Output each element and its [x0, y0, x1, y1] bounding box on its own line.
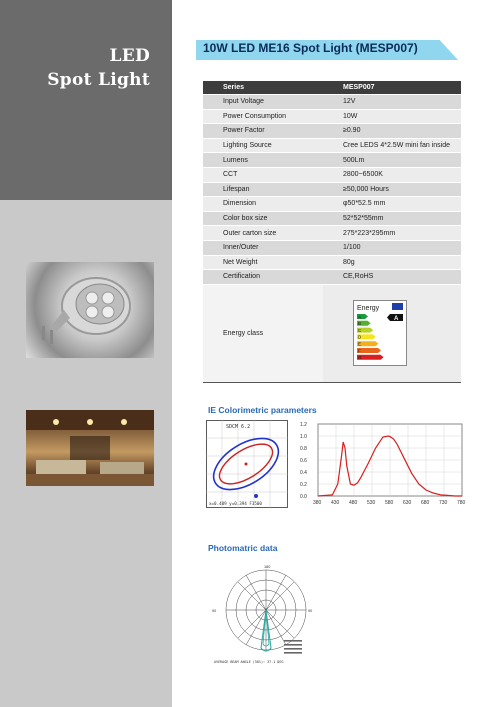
spec-key: Lumens — [203, 153, 323, 168]
spec-row — [203, 124, 461, 139]
spectrum-x-tick: 430 — [331, 500, 340, 506]
spectrum-x-tick: 730 — [439, 500, 448, 506]
spectrum-y-tick: 0.4 — [300, 469, 307, 476]
spectrum-y-tick: 1.0 — [300, 433, 307, 440]
energy-rating-value: A — [394, 316, 399, 323]
spec-key: Certification — [203, 270, 323, 285]
spec-row-energy — [203, 284, 461, 382]
spec-table — [203, 81, 461, 383]
spectrum-y-tick: 1.2 — [300, 421, 307, 428]
energy-class-letter: F — [358, 348, 361, 354]
spectrum-y-tick: 0.8 — [300, 445, 307, 452]
spec-row — [203, 138, 461, 153]
spec-value: φ50*52.5 mm — [323, 197, 461, 212]
energy-label-title: Energy — [357, 305, 380, 313]
polar-intensity-chart — [206, 560, 326, 666]
spec-value: 10W — [323, 109, 461, 124]
spec-value: 500Lm — [323, 153, 461, 168]
spec-value: CE,RoHS — [323, 270, 461, 285]
spectrum-x-tick: 530 — [367, 500, 376, 506]
sidebar-title-line1: LED — [109, 46, 150, 66]
spectrum-x-tick: 580 — [385, 500, 394, 506]
spectrum-x-tick: 630 — [403, 500, 412, 506]
sidebar-title-line2: Spot Light — [47, 70, 150, 90]
cie-footer-label: x=0.409 y=0.394 F3500 — [209, 501, 262, 506]
sidebar-header-panel — [0, 0, 172, 200]
energy-label-icon — [353, 300, 407, 366]
energy-class-value — [323, 284, 461, 382]
spec-row — [203, 211, 461, 226]
interior-room-photo — [26, 410, 154, 486]
energy-class-letter: E — [358, 341, 362, 347]
spec-row — [203, 240, 461, 255]
spectrum-y-tick: 0.0 — [300, 493, 307, 500]
spec-key: Inner/Outer — [203, 240, 323, 255]
cie-diagram — [206, 420, 288, 508]
energy-class-letter: D — [358, 334, 362, 340]
spec-row — [203, 109, 461, 124]
spec-row — [203, 255, 461, 270]
product-title: 10W LED ME16 Spot Light (MESP007) — [203, 41, 418, 55]
energy-label-graphic — [354, 301, 406, 365]
spectrum-chart — [296, 420, 468, 508]
cie-sdcm-label: SDCM 6.2 — [226, 424, 251, 430]
spec-value: 1/100 — [323, 240, 461, 255]
spec-header-value: MESP007 — [323, 81, 461, 95]
spec-value: ≥0.90 — [323, 124, 461, 139]
spec-row — [203, 182, 461, 197]
room-scene-icon — [26, 410, 154, 486]
spec-table-header — [203, 81, 461, 95]
spec-value: 275*223*295mm — [323, 226, 461, 241]
spec-key: Lighting Source — [203, 138, 323, 153]
spec-value: ≥50,000 Hours — [323, 182, 461, 197]
spec-row — [203, 95, 461, 110]
spec-key: Net Weight — [203, 255, 323, 270]
spec-value: 2800~6500K — [323, 167, 461, 182]
spectrum-x-tick: 380 — [313, 500, 322, 506]
energy-class-letter: A — [358, 314, 362, 320]
spec-key: Dimension — [203, 197, 323, 212]
energy-class-letter: C — [358, 328, 362, 334]
spec-value: Cree LEDS 4*2.5W mini fan inside — [323, 138, 461, 153]
eu-flag-icon — [392, 303, 403, 310]
spec-key: Power Consumption — [203, 109, 323, 124]
spec-key: Outer carton size — [203, 226, 323, 241]
spec-key: Lifespan — [203, 182, 323, 197]
spec-key: Power Factor — [203, 124, 323, 139]
spec-row — [203, 226, 461, 241]
cie-ellipse-chart — [206, 420, 288, 508]
spectrum-y-tick: 0.2 — [300, 481, 307, 488]
polar-angle-90-right: 90 — [308, 609, 313, 613]
energy-class-letter: B — [358, 321, 362, 327]
spec-value: 80g — [323, 255, 461, 270]
spectrum-x-tick: 780 — [457, 500, 466, 506]
spec-value: 52*52*55mm — [323, 211, 461, 226]
spec-header-key: Series — [203, 81, 323, 95]
polar-footer: AVERAGE BEAM ANGLE (50%): 37.1 DEG — [214, 660, 284, 664]
spec-row — [203, 167, 461, 182]
spec-key: CCT — [203, 167, 323, 182]
spec-row — [203, 197, 461, 212]
spectrum-x-tick: 480 — [349, 500, 358, 506]
photometric-title: Photomatric data — [208, 543, 278, 553]
spec-value: 12V — [323, 95, 461, 110]
spectrum-x-tick: 680 — [421, 500, 430, 506]
energy-class-letter: G — [358, 355, 362, 361]
polar-angle-90-left: 90 — [212, 609, 217, 613]
spectrum-y-tick: 0.6 — [300, 457, 307, 464]
sidebar-title — [0, 44, 150, 92]
colorimetric-title: IE Colorimetric parameters — [208, 405, 317, 415]
spec-row — [203, 270, 461, 285]
spec-row — [203, 153, 461, 168]
spotlight-lamp-icon — [26, 262, 154, 358]
spectrum-chart-svg — [296, 420, 468, 508]
spotlight-product-image — [26, 262, 154, 358]
polar-diagram — [206, 560, 326, 666]
spec-key: Input Voltage — [203, 95, 323, 110]
polar-angle-0: 180 — [264, 565, 271, 569]
spec-key: Color box size — [203, 211, 323, 226]
energy-class-key: Energy class — [203, 284, 323, 382]
